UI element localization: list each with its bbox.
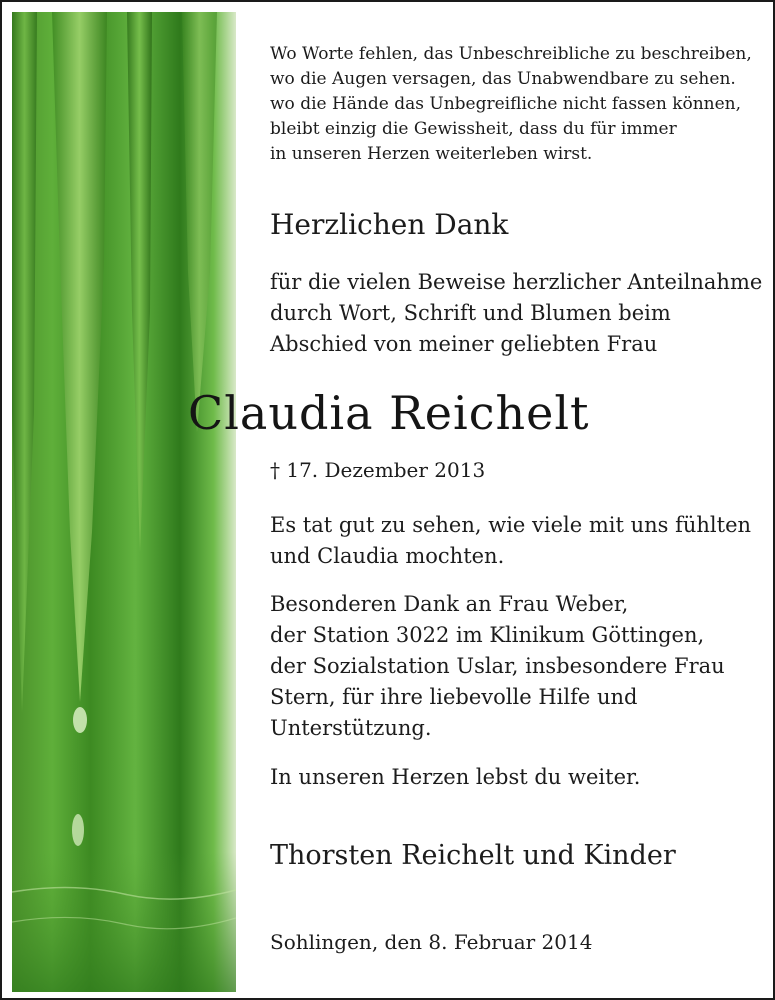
poem [270, 42, 750, 167]
gratitude-paragraph [270, 510, 750, 572]
poem-line: wo die Hände das Unbegreifliche nicht fassen können, [270, 94, 742, 114]
poem-line: in unseren Herzen weiterleben wirst. [270, 144, 593, 164]
paragraph-line: der Station 3022 im Klinikum Göttingen, [270, 623, 705, 647]
intro-line: durch Wort, Schrift und Blumen beim [270, 301, 671, 325]
closing-line: In unseren Herzen lebst du weiter. [270, 765, 641, 789]
intro-line: Abschied von meiner geliebten Frau [270, 332, 658, 356]
poem-line: bleibt einzig die Gewissheit, dass du für immer [270, 119, 677, 139]
signature: Thorsten Reichelt und Kinder [270, 840, 676, 871]
heading: Herzlichen Dank [270, 208, 509, 241]
place-date: Sohlingen, den 8. Februar 2014 [270, 930, 593, 954]
paragraph-line: Es tat gut zu sehen, wie viele mit uns fühlten [270, 513, 752, 537]
leaf-illustration [12, 12, 236, 992]
paragraph-line: Stern, für ihre liebevolle Hilfe und [270, 685, 638, 709]
thanks-paragraph [270, 589, 750, 744]
paragraph-line: und Claudia mochten. [270, 544, 505, 568]
deceased-name: Claudia Reichelt [188, 386, 590, 440]
poem-line: wo die Augen versagen, das Unabwendbare zu sehen. [270, 69, 736, 89]
death-date: † 17. Dezember 2013 [270, 458, 486, 482]
poem-line: Wo Worte fehlen, das Unbeschreibliche zu beschreiben, [270, 44, 752, 64]
intro-line: für die vielen Beweise herzlicher Anteilnahme [270, 270, 763, 294]
paragraph-line: Unterstützung. [270, 716, 432, 740]
intro-text [270, 267, 763, 360]
paragraph-line: Besonderen Dank an Frau Weber, [270, 592, 629, 616]
paragraph-line: der Sozialstation Uslar, insbesondere Frau [270, 654, 725, 678]
leaf-water-drop-image [12, 12, 236, 992]
